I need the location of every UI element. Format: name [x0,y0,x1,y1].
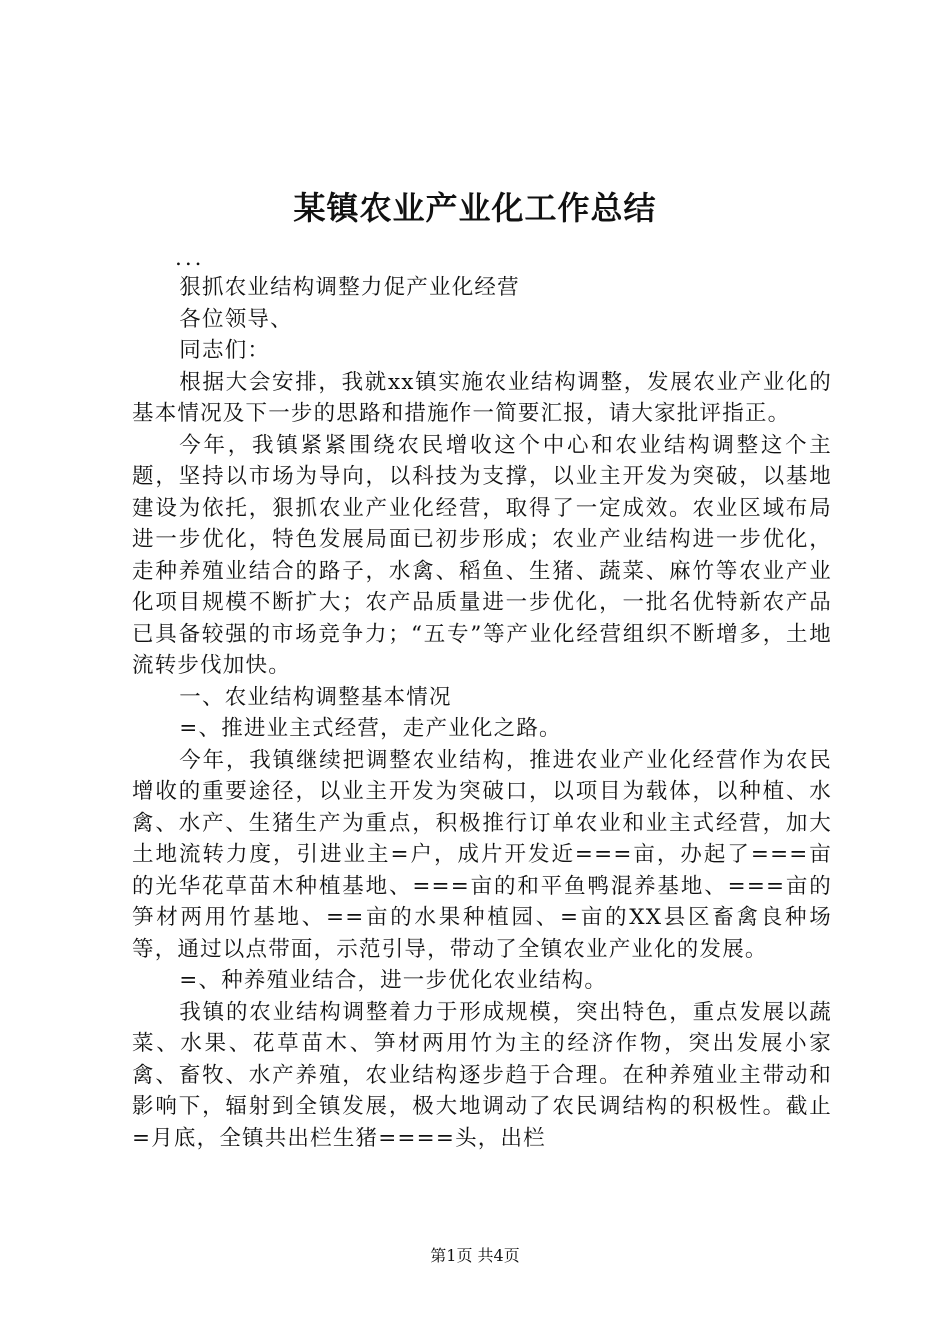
paragraph: 今年，我镇紧紧围绕农民增收这个中心和农业结构调整这个主题，坚持以市场为导向，以科技为支撑，以业主开发为突破，以基地建设为依托，狠抓农业产业化经营，取得了一定成效。农业区域布局进一步优化，特色发展局面已初步形成；农业产业结构进一步优化，走种养殖业结合的路子，水禽、稻鱼、生猪、蔬菜、麻竹等农业产业化项目规模不断扩大；农产品质量进一步优化，一批名优特新农产品已具备较强的市场竞争力；“五专”等产业化经营组织不断增多，土地流转步伐加快。 [132,432,832,678]
salutation-line: 同志们： [179,338,271,363]
subsection-heading: =、种养殖业结合，进一步优化农业结构。 [179,968,608,993]
document-body [132,248,832,1154]
subtitle-line: 狠抓农业结构调整力促产业化经营 [179,275,520,300]
ellipsis-line: ... [175,246,205,271]
document-title: 某镇农业产业化工作总结 [293,189,657,227]
page-number-footer: 第1页 共4页 [430,1246,520,1265]
paragraph: 根据大会安排，我就xx镇实施农业结构调整，发展农业产业化的基本情况及下一步的思路和措施作一简要汇报，请大家批评指正。 [132,369,832,426]
paragraph: 我镇的农业结构调整着力于形成规模，突出特色，重点发展以蔬菜、水果、花草苗木、笋材两用竹为主的经济作物，突出发展小家禽、畜牧、水产养殖，农业结构逐步趋于合理。在种养殖业主带动和影响下，辐射到全镇发展，极大地调动了农民调结构的积极性。截止=月底，全镇共出栏生猪====头，出栏 [132,999,832,1151]
paragraph: 今年，我镇继续把调整农业结构，推进农业产业化经营作为农民增收的重要途径，以业主开发为突破口，以项目为载体，以种植、水禽、水产、生猪生产为重点，积极推行订单农业和业主式经营，加大土地流转力度，引进业主=户，成片开发近===亩，办起了===亩的光华花草苗木种植基地、===亩的和平鱼鸭混养基地、===亩的笋材两用竹基地、==亩的水果种植园、=亩的XX县区畜禽良种场等，通过以点带面，示范引导，带动了全镇农业产业化的发展。 [132,747,832,962]
section-heading: 一、农业结构调整基本情况 [179,684,452,710]
salutation-line: 各位领导、 [179,306,293,332]
subsection-heading: =、推进业主式经营，走产业化之路。 [179,716,562,741]
